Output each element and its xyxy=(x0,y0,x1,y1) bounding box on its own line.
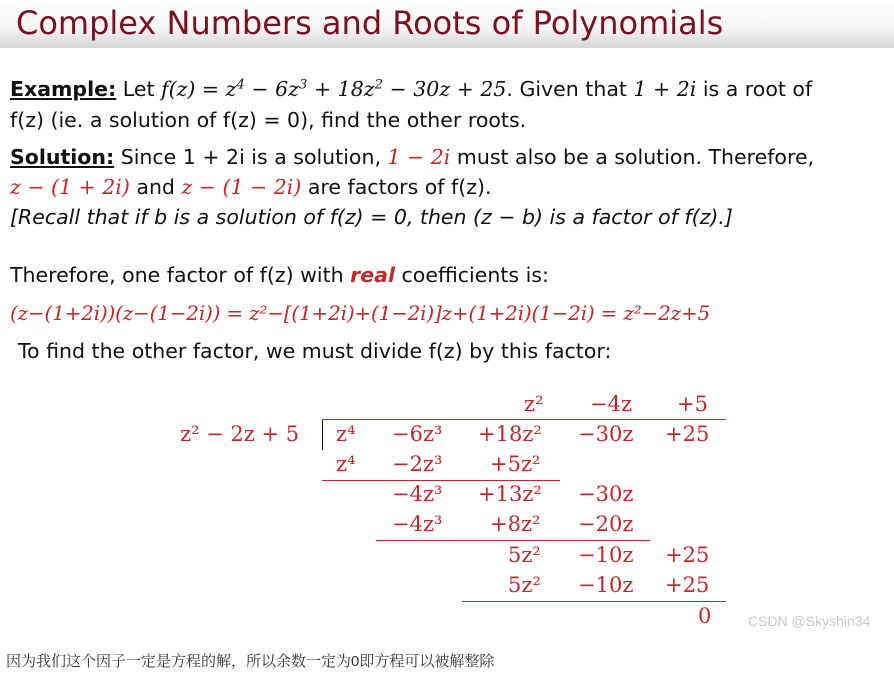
dividend-term-4: −30z xyxy=(578,422,634,446)
factor-expansion: (z−(1+2i))(z−(1−2i)) = z²−[(1+2i)+(1−2i)]z+(1+2i)(1−2i) = z²−2z+5 xyxy=(10,301,711,325)
therefore-line xyxy=(10,262,549,288)
step1-term-1: z⁴ xyxy=(336,452,356,476)
recall-line: [Recall that if b is a solution of f(z) = 0, then (z − b) is a factor of f(z).] xyxy=(10,205,733,229)
quotient-term-3: +5 xyxy=(677,392,708,416)
solution-conjugate: 1 − 2i xyxy=(387,145,451,169)
step3-term-1: 5z² xyxy=(508,573,541,597)
step3-term-2: −10z xyxy=(578,573,634,597)
step1-rule xyxy=(322,480,560,481)
solution-text-since: Since 1 + 2i is a solution, xyxy=(114,145,388,169)
therefore-text-2: coefficients is: xyxy=(395,263,549,287)
divide-text: To find the other factor, we must divide f(z) by this factor: xyxy=(18,339,612,363)
solution-factor-1: z − (1 + 2i) xyxy=(10,175,130,199)
solution-text-and: and xyxy=(129,175,182,199)
example-line-2-text: f(z) (ie. a solution of f(z) = 0), find the other roots. xyxy=(10,108,527,132)
caption: 因为我们这个因子一定是方程的解，所以余数一定为0即方程可以被解整除 xyxy=(6,653,495,670)
example-text-let: Let xyxy=(122,77,161,101)
step2-term-3: −20z xyxy=(578,512,634,536)
solution-label: Solution: xyxy=(10,145,115,169)
solution-factor-2: z − (1 − 2i) xyxy=(181,175,302,199)
step3-rule xyxy=(462,601,726,602)
dividend-term-2: −6z³ xyxy=(392,422,443,446)
dividend-term-1: z⁴ xyxy=(336,422,356,446)
rem1-term-1: −4z³ xyxy=(392,482,443,506)
example-root: 1 + 2i xyxy=(633,77,697,101)
example-text-given: . Given that xyxy=(506,77,634,101)
real-word: real xyxy=(350,263,395,287)
final-remainder: 0 xyxy=(698,604,712,628)
step2-rule xyxy=(376,540,650,541)
example-line-2 xyxy=(10,107,526,133)
example-text-root-of: is a root of xyxy=(702,77,813,101)
quotient-bar xyxy=(322,419,726,420)
solution-text-factors: are factors of f(z). xyxy=(301,175,492,199)
dividend-term-3: +18z² xyxy=(478,422,542,446)
solution-text-must: must also be a solution. Therefore, xyxy=(450,145,815,169)
quotient-term-2: −4z xyxy=(590,392,633,416)
step2-term-1: −4z³ xyxy=(392,512,443,536)
rem1-term-3: −30z xyxy=(578,482,634,506)
title-bar xyxy=(0,0,894,48)
dividend-term-5: +25 xyxy=(665,422,710,446)
example-line-1 xyxy=(10,76,812,102)
example-label: Example: xyxy=(10,77,117,101)
slide-title: Complex Numbers and Roots of Polynomials xyxy=(16,4,724,42)
therefore-text-1: Therefore, one factor of f(z) with xyxy=(10,263,351,287)
rem1-term-2: +13z² xyxy=(478,482,542,506)
example-function: $f(z) = z^4 - 6z^3 + 18z^2 - 30z + 25$ xyxy=(161,77,507,101)
division-bracket xyxy=(322,420,323,450)
watermark: CSDN @Skyshin34 xyxy=(748,613,871,629)
solution-line-1 xyxy=(10,144,814,170)
rem2-term-1: 5z² xyxy=(508,543,541,567)
rem2-term-3: +25 xyxy=(665,543,710,567)
divisor: z² − 2z + 5 xyxy=(180,422,300,446)
step1-term-2: −2z³ xyxy=(392,452,443,476)
step3-term-3: +25 xyxy=(665,573,710,597)
rem2-term-2: −10z xyxy=(578,543,634,567)
step2-term-2: +8z² xyxy=(490,512,541,536)
solution-line-2 xyxy=(10,174,492,200)
quotient-term-1: z² xyxy=(524,392,544,416)
step1-term-3: +5z² xyxy=(490,452,541,476)
